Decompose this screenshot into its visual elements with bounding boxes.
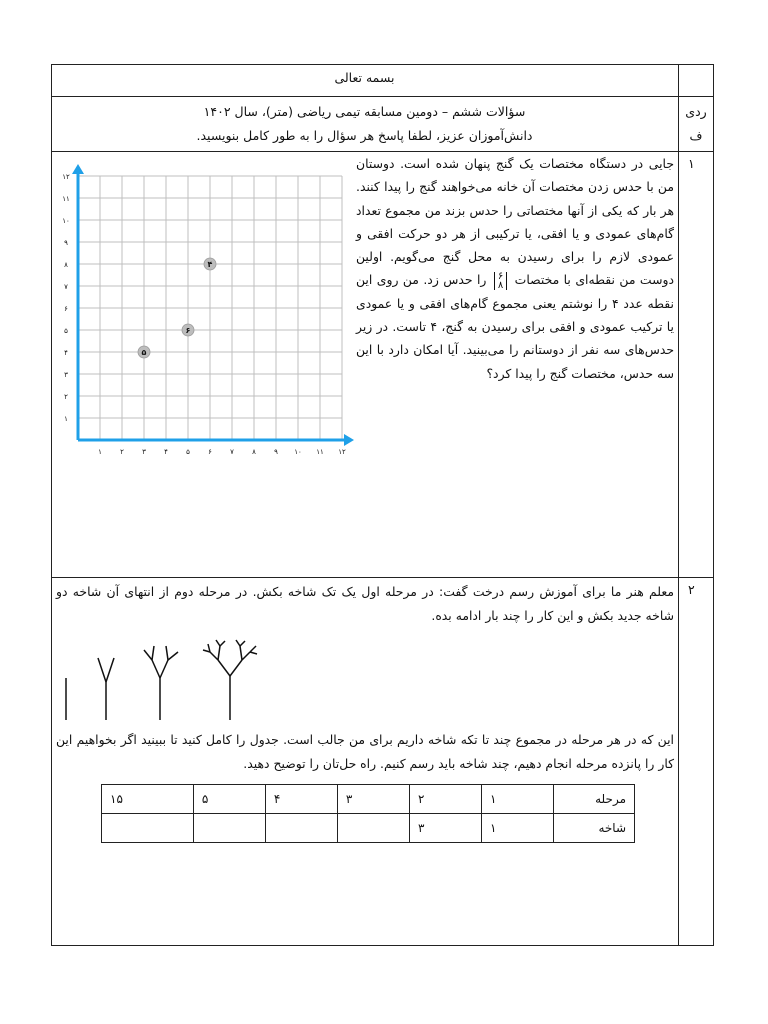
stage-cell: ۳: [337, 785, 409, 814]
matrix-bottom-value: ۸: [497, 279, 504, 291]
branch-cell[interactable]: [193, 814, 265, 843]
question-1-text-before: جایی در دستگاه مختصات یک گنج پنهان شده است. دوستان من با حدس زدن مختصات آن خانه می‌خواهند گنج را پیدا کنند. هر بار که یکی از آنها مختصاتی را حدس بزند من مجموع تعداد گام‌های عمودی و یا افقی، یا ترکیبی از هر دو حرکت افقی و عمودی لازم را برای رسیدن به محل گنج می‌گویم. اولین دوست من نقطه‌ای با مختصات: [356, 156, 674, 288]
y-tick-label: ۸: [64, 261, 68, 269]
y-tick-label: ۹: [64, 239, 68, 247]
branch-cell[interactable]: [337, 814, 409, 843]
y-tick-label: ۶: [64, 305, 68, 313]
stage-cell: ۱۵: [102, 785, 194, 814]
guess-point-label: ۶: [185, 326, 191, 335]
table-row-stage: [102, 785, 635, 814]
bismillah-heading: بسمه تعالی: [334, 70, 395, 85]
row-column-label-1: ردی: [685, 104, 707, 119]
y-tick-label: ۴: [64, 349, 68, 357]
x-tick-label: ۱: [98, 448, 102, 456]
x-tick-label: ۱۲: [338, 448, 346, 456]
tree-stage-3: [144, 646, 178, 720]
x-tick-label: ۳: [142, 448, 146, 456]
branch-cell[interactable]: [102, 814, 194, 843]
y-tick-label: ۷: [64, 283, 68, 291]
branch-cell[interactable]: ۳: [409, 814, 481, 843]
tree-stage-2: [98, 658, 114, 720]
y-axis-arrow-icon: [72, 164, 84, 174]
x-tick-label: ۵: [186, 448, 190, 456]
worksheet-title: سؤالات ششم – دومین مسابقه تیمی ریاضی (متر)، سال ۱۴۰۲: [203, 104, 526, 119]
stage-cell: ۴: [265, 785, 337, 814]
question-2-text-2: این که در هر مرحله در مجموع چند تا تکه شاخه داریم برای من جالب است. جدول را کامل کنید تا ببینید اگر بخواهیم این کار را پانزده مرحله انجام دهیم، چند شاخه باید رسم کنیم. راه حل‌تان را توضیح دهید.: [56, 732, 674, 771]
x-tick-label: ۱۰: [294, 448, 302, 456]
question-1-text-after: را حدس زد. من روی این نقطه عدد ۴ را نوشتم یعنی مجموع گام‌های افقی و یا عمودی یا ترکیب عمودی و افقی برای رسیدن به گنج، ۴ تاست. در زیر حدس‌های سه نفر از دوستانم را می‌بینید. آیا امکان دارد با این سه حدس، مختصات گنج را پیدا کرد؟: [356, 272, 674, 381]
question-1-text: [356, 152, 674, 385]
worksheet-instruction: دانش‌آموزان عزیز، لطفا پاسخ هر سؤال را به طور کامل بنویسید.: [196, 128, 533, 143]
stage-cell: ۱: [481, 785, 553, 814]
question-1-number: ۱: [688, 156, 695, 171]
matrix-top-value: ۶: [497, 270, 504, 282]
guess-coordinate-matrix: [494, 272, 507, 290]
coordinate-grid-chart: [56, 158, 356, 458]
tree-stages-drawing: [56, 632, 276, 732]
stage-label-cell: مرحله: [554, 785, 635, 814]
question-2-text-1: معلم هنر ما برای آموزش رسم درخت گفت: در مرحله اول یک تک شاخه بکش. در مرحله دوم از انتهای آن شاخه دو شاخه جدید بکش و این کار را چند بار ادامه بده.: [56, 584, 674, 623]
y-tick-label: ۱۲: [62, 173, 70, 181]
branch-label-cell: شاخه: [554, 814, 635, 843]
tree-stage-4: [203, 640, 257, 720]
x-tick-label: ۹: [274, 448, 278, 456]
branch-cell[interactable]: ۱: [481, 814, 553, 843]
y-tick-label: ۲: [64, 393, 68, 401]
row-number-column-rule: [678, 64, 679, 946]
guess-point-label: ۵: [141, 348, 147, 357]
stage-cell: ۲: [409, 785, 481, 814]
y-tick-label: ۳: [64, 371, 68, 379]
x-axis-arrow-icon: [344, 434, 354, 446]
question-2-number: ۲: [688, 582, 695, 597]
y-tick-label: ۱: [64, 415, 68, 423]
table-row-branches: [102, 814, 635, 843]
stage-cell: ۵: [193, 785, 265, 814]
x-tick-label: ۲: [120, 448, 124, 456]
y-tick-label: ۱۰: [62, 217, 70, 225]
y-tick-label: ۱۱: [62, 195, 70, 203]
y-tick-label: ۵: [64, 327, 68, 335]
x-tick-label: ۶: [208, 448, 212, 456]
branches-table: [101, 784, 635, 843]
guess-point-label: ۴: [207, 260, 213, 269]
rule-after-question-1: [51, 577, 714, 578]
x-tick-label: ۴: [164, 448, 168, 456]
x-tick-label: ۱۱: [316, 448, 324, 456]
x-tick-label: ۷: [230, 448, 234, 456]
branch-cell[interactable]: [265, 814, 337, 843]
row-column-label-2: ف: [689, 128, 703, 143]
rule-after-bismillah: [51, 96, 714, 97]
x-tick-label: ۸: [252, 448, 256, 456]
